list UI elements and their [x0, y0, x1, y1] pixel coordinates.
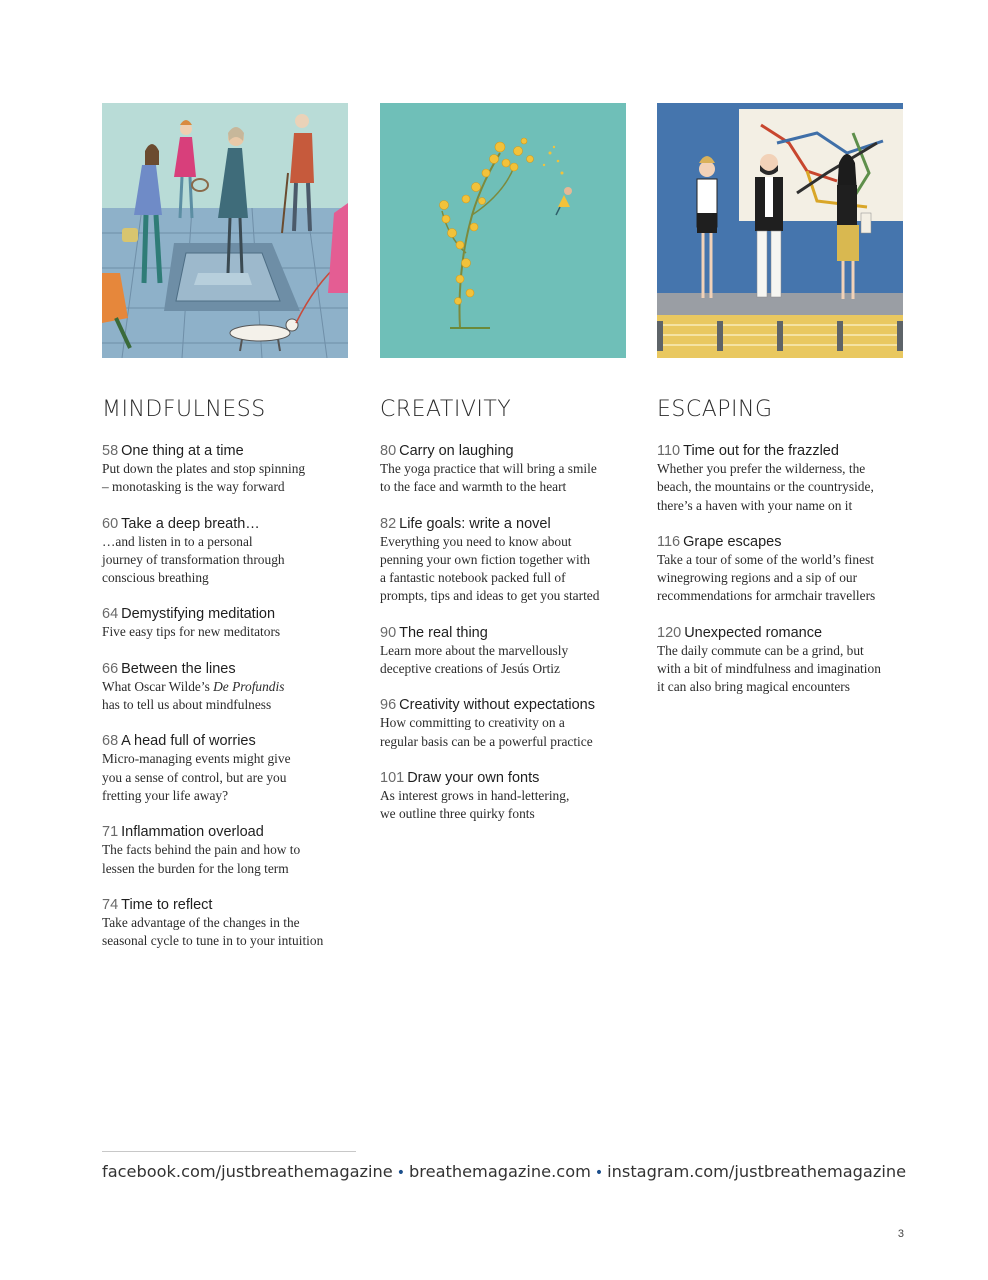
page-number: 90: [380, 624, 397, 641]
article-description: Take advantage of the changes in the seasonal cycle to tune in to your intuition: [102, 914, 324, 949]
article-description: How committing to creativity on a regular basis can be a powerful practice: [380, 715, 593, 749]
article-description: Whether you prefer the wilderness, the beach, the mountains or the countryside, there’s a haven with your name on it: [657, 461, 874, 513]
section-creativity: [380, 103, 626, 842]
article-title: Inflammation overload: [121, 824, 264, 841]
article-title: Creativity without expectations: [399, 697, 595, 714]
article-title: Life goals: write a novel: [399, 515, 551, 532]
list-item[interactable]: [102, 732, 348, 805]
entry-list: [657, 442, 903, 697]
separator-dot: •: [594, 1165, 604, 1181]
list-item[interactable]: [380, 442, 626, 497]
article-description: Five easy tips for new meditators: [102, 624, 281, 640]
article-description: Put down the plates and stop spinning – monotasking is the way forward: [102, 461, 306, 495]
section-mindfulness: [102, 103, 348, 968]
page-number: 80: [380, 443, 397, 459]
article-title: Draw your own fonts: [407, 769, 540, 786]
page-number: 74: [102, 896, 119, 913]
page-number: 60: [102, 515, 119, 532]
page-number: 66: [102, 660, 119, 677]
article-description: Micro-managing events might give you a sense of control, but are you fretting your life away?: [102, 751, 291, 803]
list-item[interactable]: [102, 660, 348, 715]
list-item[interactable]: [380, 696, 626, 751]
article-title: Unexpected romance: [684, 624, 823, 641]
page-number: 96: [380, 697, 397, 714]
article-description: The daily commute can be a grind, but with a bit of mindfulness and imagination it can also bring magical encounters: [657, 642, 881, 695]
book-title: De Profundis: [213, 678, 285, 694]
page-number: 71: [102, 824, 119, 841]
article-title: One thing at a time: [121, 443, 244, 459]
mimosa-flower-illustration: [380, 103, 626, 358]
article-description: Everything you need to know about penning your own fiction together with a fantastic notebook packed full of prompts, tips and ideas to get you started: [380, 533, 600, 604]
list-item[interactable]: [657, 624, 903, 697]
metro-platform-illustration: [657, 103, 903, 358]
page-number-footer: 3: [897, 1228, 904, 1240]
article-description: Learn more about the marvellously deceptive creations of Jesús Ortiz: [380, 642, 569, 677]
article-description: The yoga practice that will bring a smile to the face and warmth to the heart: [380, 461, 597, 495]
list-item[interactable]: [102, 442, 348, 497]
website-link[interactable]: breathemagazine.com: [409, 1162, 591, 1181]
article-title: Demystifying meditation: [121, 606, 276, 623]
commuters-and-dachshund-illustration: [102, 103, 348, 358]
list-item[interactable]: [380, 624, 626, 679]
article-title: Carry on laughing: [399, 443, 514, 459]
page-number: 116: [657, 533, 681, 550]
page-number: 58: [102, 443, 119, 459]
article-description: The facts behind the pain and how to lessen the burden for the long term: [102, 842, 301, 876]
article-title: Between the lines: [121, 660, 236, 677]
article-title: Time out for the frazzled: [683, 443, 839, 459]
article-title: Grape escapes: [683, 533, 782, 550]
footer-divider: [102, 1151, 356, 1152]
instagram-link[interactable]: instagram.com/justbreathemagazine: [607, 1162, 907, 1181]
page-number: 120: [657, 624, 682, 641]
page-number: 82: [380, 515, 397, 532]
list-item[interactable]: [657, 533, 903, 606]
article-title: The real thing: [399, 624, 488, 641]
section-title: ESCAPING: [657, 397, 773, 422]
list-item[interactable]: [102, 515, 348, 588]
page-number: 68: [102, 733, 119, 750]
list-item[interactable]: [102, 605, 348, 641]
article-description: Take a tour of some of the world’s finest winegrowing regions and a sip of our recommendations for armchair travellers: [657, 551, 876, 604]
separator-dot: •: [396, 1165, 406, 1181]
list-item[interactable]: [657, 442, 903, 515]
article-title: A head full of worries: [121, 733, 256, 750]
article-description: As interest grows in hand-lettering, we outline three quirky fonts: [380, 787, 570, 822]
page-number: 64: [102, 606, 119, 623]
page-number: 110: [657, 443, 681, 459]
section-title: MINDFULNESS: [102, 397, 266, 422]
footer-links: [102, 1159, 906, 1186]
article-title: Take a deep breath…: [121, 515, 260, 532]
article-title: Time to reflect: [121, 896, 213, 913]
section-title: CREATIVITY: [380, 397, 512, 422]
section-escaping: [657, 103, 903, 715]
article-description: …and listen in to a personal journey of transformation through conscious breathing: [102, 533, 285, 586]
list-item[interactable]: [102, 896, 348, 951]
article-description: What Oscar Wilde’s De Profundis has to tell us about mindfulness: [102, 678, 285, 713]
facebook-link[interactable]: facebook.com/justbreathemagazine: [102, 1162, 393, 1181]
list-item[interactable]: [380, 515, 626, 606]
entry-list: [380, 442, 626, 824]
page-number: 101: [380, 769, 405, 786]
list-item[interactable]: [102, 823, 348, 878]
list-item[interactable]: [380, 769, 626, 824]
entry-list: [102, 442, 348, 950]
